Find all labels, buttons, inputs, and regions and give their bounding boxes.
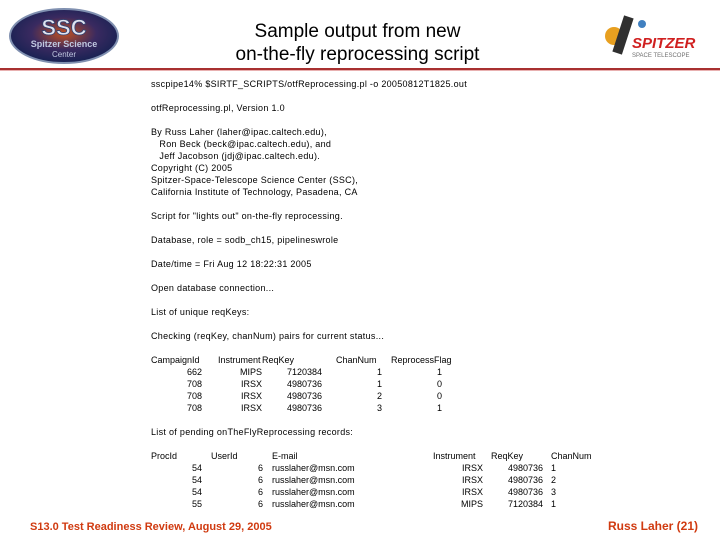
table-header: [0, 450, 720, 462]
script-line: Script for "lights out" on-the-fly reprocessing.: [151, 211, 343, 221]
author-line: Ron Beck (beck@ipac.caltech.edu), and: [151, 139, 332, 149]
table-cell: 55: [191, 499, 202, 509]
table-row: [0, 378, 720, 390]
table-cell: 708: [186, 403, 202, 413]
table-cell: IRSX: [461, 475, 483, 485]
table-cell: 662: [186, 367, 202, 377]
table-cell: IRSX: [461, 487, 483, 497]
column-header: ReqKey: [491, 451, 524, 461]
table-cell: 708: [186, 379, 202, 389]
svg-text:Center: Center: [51, 50, 77, 59]
table-cell: 7120384: [286, 367, 322, 377]
table-header: [0, 354, 720, 366]
column-header: ReqKey: [262, 355, 295, 365]
column-header: Instrument: [218, 355, 261, 365]
table-row: [0, 390, 720, 402]
header-divider-shadow: [0, 70, 720, 71]
table-cell: 2: [551, 475, 557, 485]
table-row: [0, 462, 720, 474]
author-line: Jeff Jacobson (jdj@ipac.caltech.edu).: [151, 151, 321, 161]
svg-text:SSC: SSC: [41, 15, 87, 40]
table-cell: MIPS: [460, 499, 483, 509]
table-cell: russlaher@msn.com: [272, 475, 355, 485]
table-cell: 6: [257, 463, 263, 473]
table-cell: 4980736: [507, 463, 543, 473]
table-cell: 4980736: [286, 379, 322, 389]
table-cell: 0: [436, 391, 442, 401]
svg-text:SPACE TELESCOPE: SPACE TELESCOPE: [632, 53, 690, 59]
table-row: [0, 498, 720, 510]
table-cell: russlaher@msn.com: [272, 463, 355, 473]
table-cell: 2: [376, 391, 382, 401]
table-cell: IRSX: [240, 403, 262, 413]
date-line: Date/time = Fri Aug 12 18:22:31 2005: [151, 259, 312, 269]
spitzer-logo: [600, 12, 710, 62]
author-line: By Russ Laher (laher@ipac.caltech.edu),: [151, 127, 327, 137]
table-cell: 1: [436, 367, 442, 377]
column-header: ChanNum: [551, 451, 592, 461]
table-cell: IRSX: [461, 463, 483, 473]
institution-line: California Institute of Technology, Pasadena, CA: [151, 187, 358, 197]
title-line-2: on-the-fly reprocessing script: [235, 44, 480, 65]
table-cell: 1: [551, 499, 557, 509]
column-header: ReprocessFlag: [391, 355, 452, 365]
table-cell: 54: [191, 463, 202, 473]
table-row: [0, 402, 720, 414]
footer-event: S13.0 Test Readiness Review, August 29, 2005: [30, 521, 272, 533]
table-cell: 4980736: [507, 487, 543, 497]
table-cell: MIPS: [239, 367, 262, 377]
table-cell: 708: [186, 391, 202, 401]
version-line: otfReprocessing.pl, Version 1.0: [151, 103, 285, 113]
title-line-1: Sample output from new: [254, 21, 461, 42]
table-cell: 6: [257, 499, 263, 509]
command-line: sscpipe14% $SIRTF_SCRIPTS/otfReprocessing.pl -o 20050812T1825.out: [151, 79, 467, 89]
table-row: [0, 474, 720, 486]
column-header: ProcId: [151, 451, 178, 461]
table-cell: 4980736: [286, 403, 322, 413]
table-cell: russlaher@msn.com: [272, 499, 355, 509]
checking-line: Checking (reqKey, chanNum) pairs for current status...: [151, 331, 385, 341]
table-cell: 4980736: [507, 475, 543, 485]
table-cell: 1: [376, 379, 382, 389]
list-reqkeys-line: List of unique reqKeys:: [151, 307, 250, 317]
table-cell: 1: [436, 403, 442, 413]
table-cell: 6: [257, 487, 263, 497]
column-header: CampaignId: [151, 355, 200, 365]
ssc-logo: [8, 8, 120, 64]
footer-author-page: Russ Laher (21): [607, 519, 698, 533]
table-cell: 1: [551, 463, 557, 473]
column-header: E-mail: [272, 451, 298, 461]
table-cell: 1: [376, 367, 382, 377]
table-row: [0, 366, 720, 378]
table-cell: 54: [191, 487, 202, 497]
table-cell: 3: [551, 487, 557, 497]
copyright-line: Copyright (C) 2005: [151, 163, 233, 173]
table-cell: 7120384: [507, 499, 543, 509]
org-line: Spitzer-Space-Telescope Science Center (SSC),: [151, 175, 359, 185]
table-cell: 3: [376, 403, 382, 413]
table-cell: IRSX: [240, 391, 262, 401]
database-line: Database, role = sodb_ch15, pipelineswrole: [151, 235, 339, 245]
table-cell: 54: [191, 475, 202, 485]
table-cell: 0: [436, 379, 442, 389]
column-header: Instrument: [433, 451, 476, 461]
pending-line: List of pending onTheFlyReprocessing records:: [151, 427, 354, 437]
table-cell: 6: [257, 475, 263, 485]
table-cell: 4980736: [286, 391, 322, 401]
table-cell: russlaher@msn.com: [272, 487, 355, 497]
column-header: ChanNum: [336, 355, 377, 365]
table-cell: IRSX: [240, 379, 262, 389]
open-db-line: Open database connection...: [151, 283, 275, 293]
column-header: UserId: [211, 451, 238, 461]
svg-text:SPITZER: SPITZER: [632, 35, 696, 52]
slide-title: [200, 20, 515, 66]
svg-text:Spitzer Science: Spitzer Science: [30, 39, 98, 49]
table-row: [0, 486, 720, 498]
